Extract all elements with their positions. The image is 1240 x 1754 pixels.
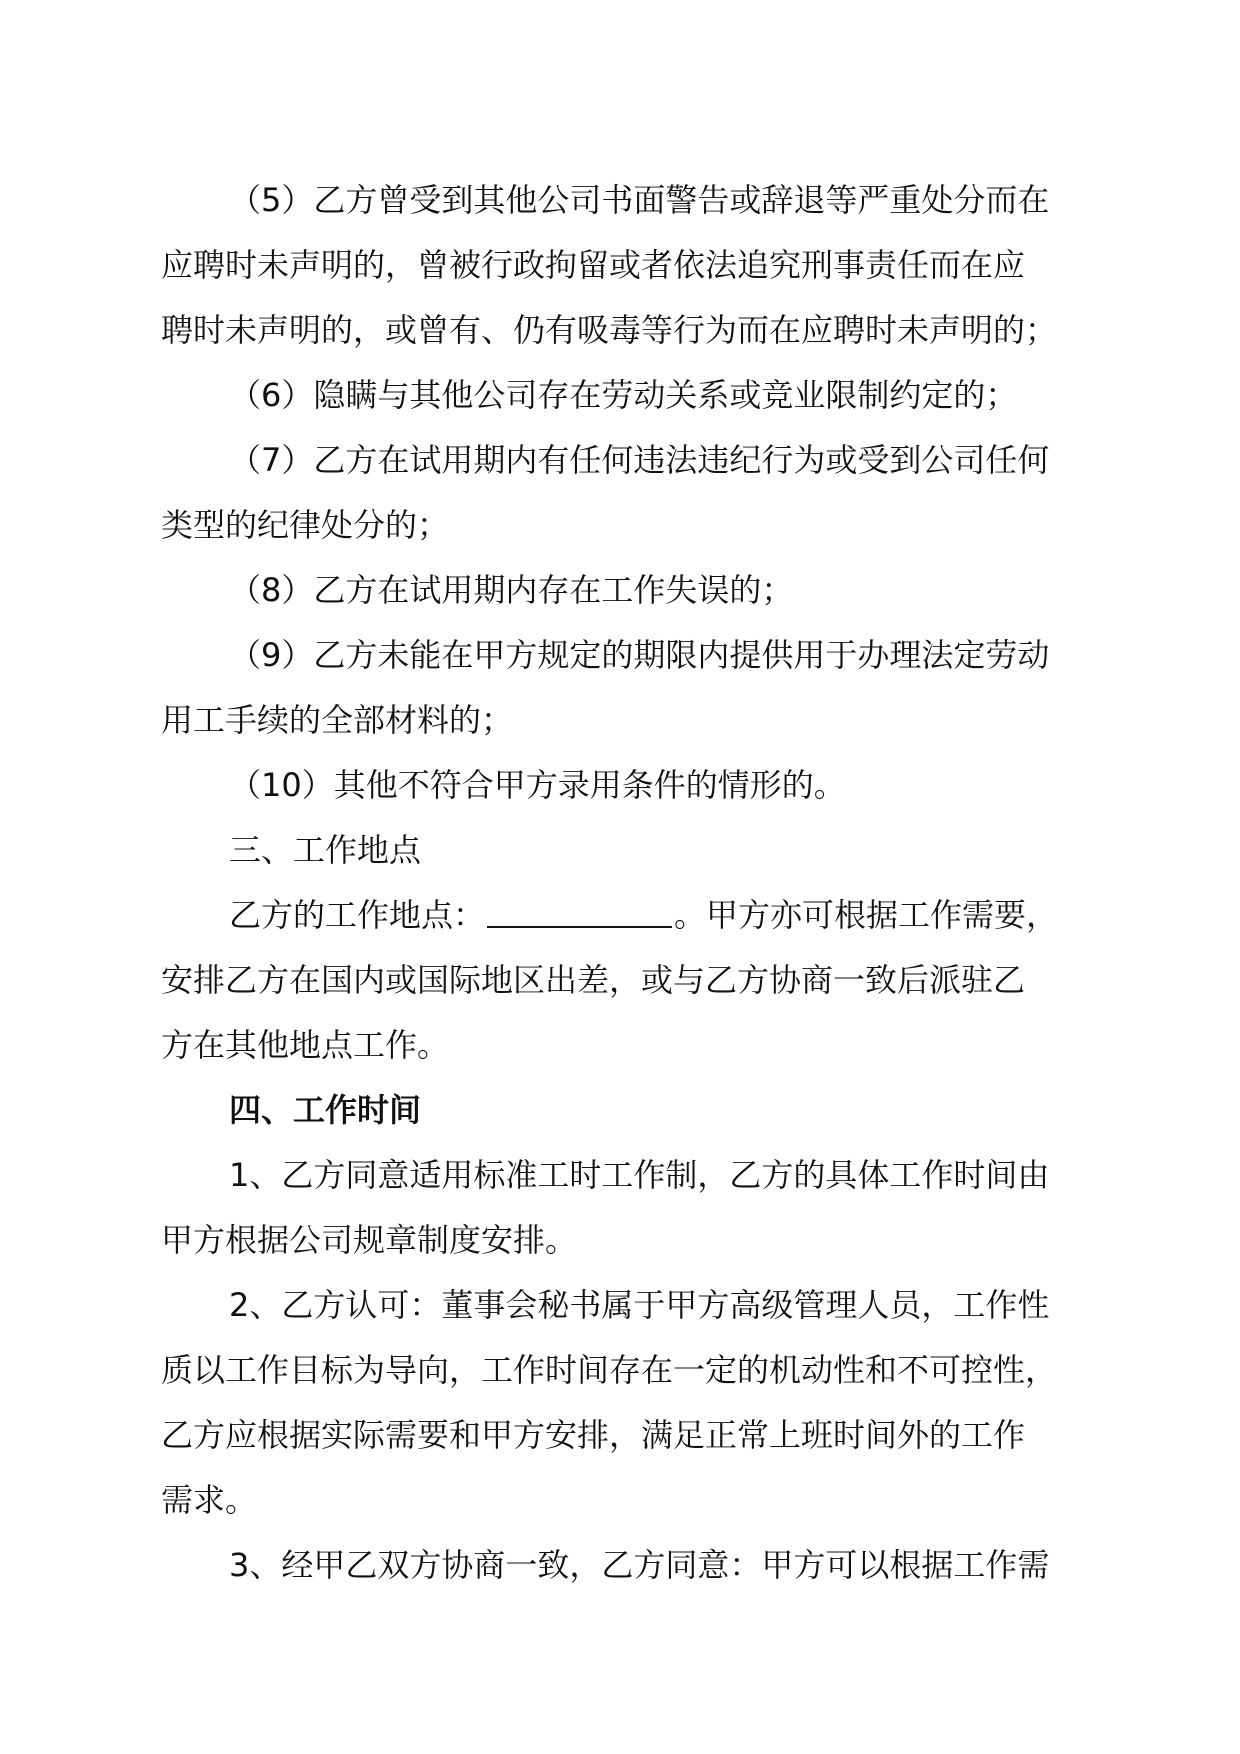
- paragraph-line: 质以工作目标为导向，工作时间存在一定的机动性和不可控性，: [161, 1351, 1058, 1389]
- paragraph-line: 2、乙方认可：董事会秘书属于甲方高级管理人员，工作性: [229, 1286, 1050, 1324]
- paragraph-line: 应聘时未声明的，曾被行政拘留或者依法追究刑事责任而在应: [161, 246, 1026, 284]
- paragraph-line: 方在其他地点工作。: [161, 1026, 450, 1064]
- paragraph-line: （10）其他不符合甲方录用条件的情形的。: [229, 766, 846, 804]
- paragraph-line: 安排乙方在国内或国际地区出差，或与乙方协商一致后派驻乙: [161, 961, 1026, 999]
- paragraph-line: 需求。: [161, 1481, 258, 1519]
- workplace-line: [161, 883, 1121, 948]
- document-body: [161, 168, 1121, 1598]
- paragraph-line: 乙方应根据实际需要和甲方安排，满足正常上班时间外的工作: [161, 1416, 1026, 1454]
- paragraph-line: 3、经甲乙双方协商一致，乙方同意：甲方可以根据工作需: [229, 1546, 1050, 1584]
- paragraph-line: 甲方根据公司规章制度安排。: [161, 1221, 578, 1259]
- paragraph-line: （9）乙方未能在甲方规定的期限内提供用于办理法定劳动: [229, 636, 1050, 674]
- workplace-suffix: 。甲方亦可根据工作需要，: [674, 896, 1059, 934]
- paragraph-line: （7）乙方在试用期内有任何违法违纪行为或受到公司任何: [229, 441, 1050, 479]
- section-heading-work-hours: 四、工作时间: [229, 1091, 422, 1129]
- paragraph-line: （8）乙方在试用期内存在工作失误的；: [229, 571, 794, 609]
- paragraph-line: 聘时未声明的，或曾有、仍有吸毒等行为而在应聘时未声明的；: [161, 311, 1058, 349]
- workplace-label: 乙方的工作地点：: [229, 896, 486, 934]
- workplace-blank-field: [487, 898, 672, 928]
- paragraph-line: 类型的纪律处分的；: [161, 506, 450, 544]
- section-heading-workplace: 三、工作地点: [229, 831, 422, 869]
- paragraph-line: （6）隐瞒与其他公司存在劳动关系或竞业限制约定的；: [229, 376, 1018, 414]
- paragraph-line: 用工手续的全部材料的；: [161, 701, 514, 739]
- paragraph-line: （5）乙方曾受到其他公司书面警告或辞退等严重处分而在: [229, 181, 1050, 219]
- paragraph-line: 1、乙方同意适用标准工时工作制，乙方的具体工作时间由: [229, 1156, 1050, 1194]
